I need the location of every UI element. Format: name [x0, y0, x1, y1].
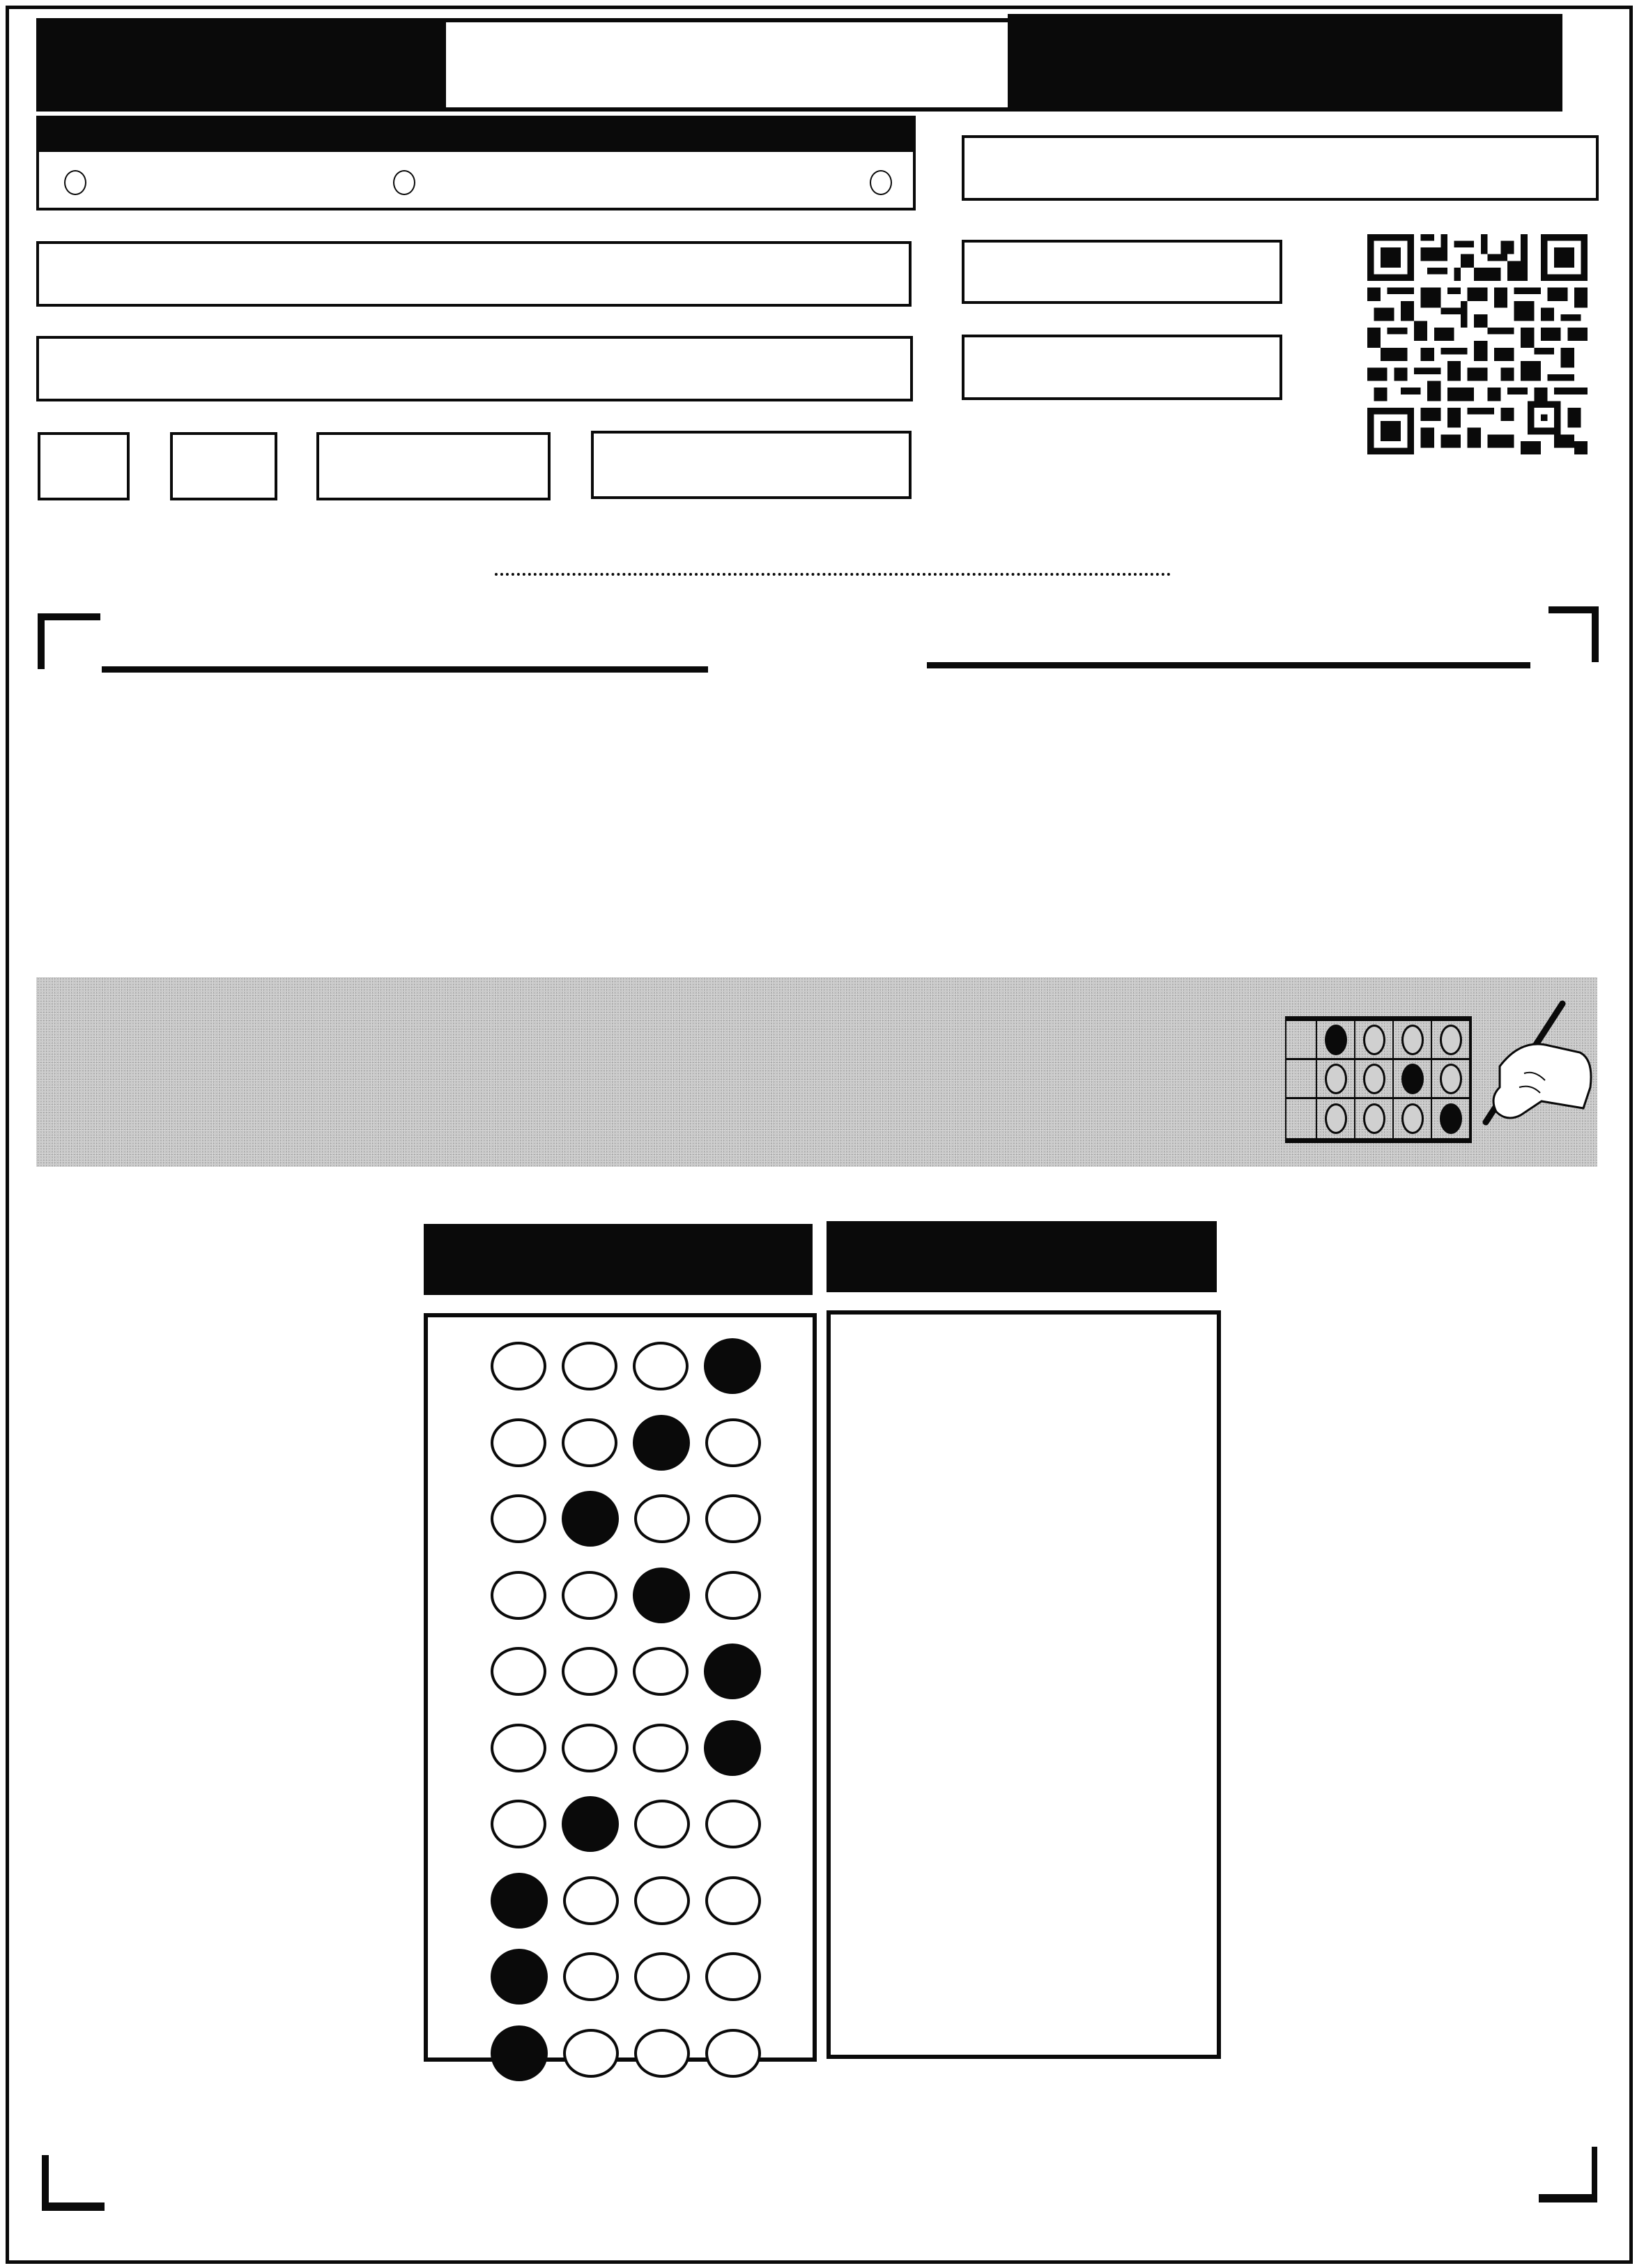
question-row-23: [440, 1491, 776, 1547]
example-bubble: [1363, 1103, 1385, 1134]
answer-bubble-30-d[interactable]: [705, 2029, 761, 2078]
answer-bubble-28-b[interactable]: [563, 1876, 619, 1925]
answer-bubble-24-b[interactable]: [562, 1571, 617, 1620]
example-bubble-filled: [1401, 1064, 1424, 1094]
answer-bubble-23-a[interactable]: [491, 1494, 546, 1543]
answer-bubble-28-d[interactable]: [705, 1876, 761, 1925]
exam-title: [446, 18, 1008, 112]
corner-mark-top-right: [1548, 606, 1597, 613]
instructions-rule-right: [927, 662, 1530, 668]
question-row-26: [440, 1720, 776, 1776]
matricula-field: [591, 431, 912, 499]
card-label: [36, 18, 446, 112]
example-bubble: [1401, 1025, 1424, 1055]
answer-bubble-27-a[interactable]: [491, 1800, 546, 1848]
answer-bubble-25-b[interactable]: [562, 1647, 617, 1696]
question-row-25: [440, 1643, 776, 1699]
question-row-21: [440, 1338, 776, 1394]
question-row-22: [440, 1415, 776, 1471]
example-bubble: [1363, 1064, 1385, 1094]
question-row-30: [440, 2025, 776, 2081]
answer-bubble-22-d[interactable]: [705, 1418, 761, 1467]
answer-bubble-24-d[interactable]: [705, 1571, 761, 1620]
corner-mark-bottom-right: [1539, 2194, 1597, 2202]
transferred-option[interactable]: [375, 170, 793, 195]
example-bubble: [1325, 1103, 1347, 1134]
answer-bubble-23-c[interactable]: [634, 1494, 690, 1543]
answer-bubble-28-c[interactable]: [634, 1876, 690, 1925]
example-bubble: [1363, 1025, 1385, 1055]
answer-bubble-25-c[interactable]: [633, 1647, 689, 1696]
instructions-rule-left: [102, 666, 708, 673]
municipio-field: [962, 135, 1599, 201]
turno-field: [316, 432, 551, 500]
answer-bubble-24-a[interactable]: [491, 1571, 546, 1620]
answer-bubble-30-a-filled[interactable]: [491, 2025, 548, 2081]
example-row-label: [1286, 1060, 1317, 1099]
answer-bubble-29-a-filled[interactable]: [491, 1949, 548, 2005]
answer-bubble-26-b[interactable]: [562, 1724, 617, 1772]
corner-mark-top-left-v: [38, 613, 45, 669]
hand-with-pen-icon: [1458, 983, 1597, 1164]
applicator-title: [39, 118, 913, 152]
example-row-label: [1286, 1099, 1317, 1138]
example-bubble-filled: [1325, 1025, 1347, 1055]
answer-bubble-30-c[interactable]: [634, 2029, 690, 2078]
transferred-bubble[interactable]: [393, 170, 415, 195]
answer-bubble-25-a[interactable]: [491, 1647, 546, 1696]
absent-bubble[interactable]: [64, 170, 86, 195]
question-row-28: [440, 1873, 776, 1929]
local-field: [36, 241, 912, 307]
qr-code-icon: [1367, 234, 1588, 454]
answer-bubble-21-a[interactable]: [491, 1342, 546, 1390]
answer-bubble-21-c[interactable]: [633, 1342, 689, 1390]
answer-bubble-25-d-filled[interactable]: [704, 1643, 761, 1699]
answer-bubble-27-b-filled[interactable]: [562, 1796, 619, 1852]
fill-example-grid: [1285, 1016, 1472, 1143]
answer-bubble-29-c[interactable]: [634, 1952, 690, 2001]
fill-example-banner: [36, 977, 1597, 1167]
answer-bubble-22-a[interactable]: [491, 1418, 546, 1467]
question-row-27: [440, 1796, 776, 1852]
question-row-24: [440, 1568, 776, 1623]
answer-bubble-29-d[interactable]: [705, 1952, 761, 2001]
answer-bubble-22-b[interactable]: [562, 1418, 617, 1467]
serie-field: [38, 432, 130, 500]
answer-grid-2: [827, 1310, 1221, 2059]
answer-bubble-23-b-filled[interactable]: [562, 1491, 619, 1547]
answer-bubble-27-d[interactable]: [705, 1800, 761, 1848]
signature-line[interactable]: [495, 573, 1171, 576]
answer-bubble-21-d-filled[interactable]: [704, 1338, 761, 1394]
answer-bubble-24-c-filled[interactable]: [633, 1568, 690, 1623]
answer-bubble-26-a[interactable]: [491, 1724, 546, 1772]
answer-bubble-28-a-filled[interactable]: [491, 1873, 548, 1929]
corner-mark-bottom-left: [42, 2202, 105, 2211]
answer-bubble-30-b[interactable]: [563, 2029, 619, 2078]
example-row-label: [1286, 1021, 1317, 1060]
answer-bubble-22-c-filled[interactable]: [633, 1415, 690, 1471]
nascimento-field: [962, 240, 1282, 304]
subject-header-1: [424, 1224, 813, 1295]
subject-header-2: [827, 1221, 1217, 1292]
grade-title: [1008, 14, 1562, 112]
corner-mark-top-right-v: [1592, 606, 1599, 662]
example-bubble: [1325, 1064, 1347, 1094]
example-bubble: [1401, 1103, 1424, 1134]
turma-field: [170, 432, 277, 500]
answer-bubble-29-b[interactable]: [563, 1952, 619, 2001]
answer-bubble-27-c[interactable]: [634, 1800, 690, 1848]
absent-option[interactable]: [54, 170, 375, 195]
answer-bubble-21-b[interactable]: [562, 1342, 617, 1390]
applicator-box: [36, 116, 916, 210]
nome-field: [36, 336, 913, 401]
corner-mark-top-left: [38, 613, 100, 620]
answer-bubble-26-c[interactable]: [633, 1724, 689, 1772]
pcd-option[interactable]: [857, 170, 892, 195]
answer-bubble-26-d-filled[interactable]: [704, 1720, 761, 1776]
question-row-29: [440, 1949, 776, 2005]
aplicacao-field[interactable]: [962, 335, 1282, 400]
answer-bubble-23-d[interactable]: [705, 1494, 761, 1543]
pcd-bubble[interactable]: [870, 170, 892, 195]
